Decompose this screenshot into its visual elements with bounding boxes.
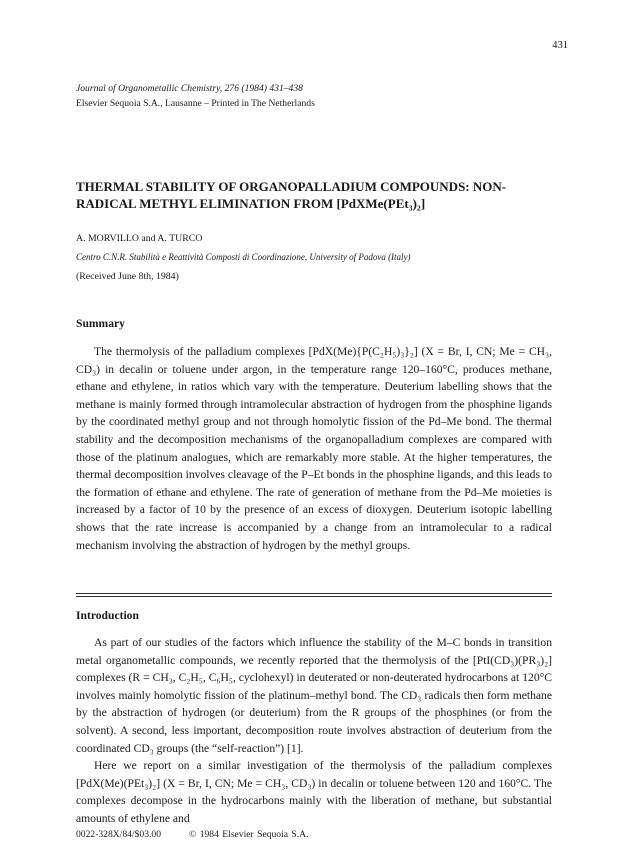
summary-paragraph: The thermolysis of the palladium complexes [PdX(Me){P(C₂H₅)₃}₂] (X = Br, I, CN; Me = CH₃, CD₃) in decalin or toluene under argon, in the temperature range 120–160°C, produces methane, ethane and ethylene, in ratios which vary with the temperature. Deuterium labelling shows that the methane is mainly formed through intramolecular abstraction of hydrogen from the phosphine ligands by the coordinated methyl group and not through homolytic fission of the Pd–Me bond. The thermal stability and the decomposition mechanisms of the organopalladium complexes are compared with those of the platinum analogues, which are remarkably more stable. At the higher temperatures, the thermal decomposition involves cleavage of the P–Et bonds in the phosphine ligands, and this leads to the formation of ethane and ethylene. The rate of generation of methane from the Pd–Me moieties is increased by a factor of 10 by the presence of an excess of dioxygen. Deuterium isotopic labelling shows that the rate increase is accompanied by a change from an intramolecular to a radical mechanism involving the abstraction of hydrogen by the methyl groups. — [76, 345, 552, 552]
received-date: (Received June 8th, 1984) — [76, 271, 179, 282]
introduction-paragraph-2: Here we report on a similar investigation of the thermolysis of the palladium complexes [PdX(Me)(PEt₃)₂] (X = Br, I, CN; Me = CH₃, CD₃) in decalin or toluene between 120 and 160°C. The complexes decompose in the hydrocarbons mainly with the liberation of methane, but substantial amounts of ethylene and — [76, 759, 552, 825]
authors: A. MORVILLO and A. TURCO — [76, 233, 203, 244]
journal-citation: Journal of Organometallic Chemistry, 276 (1984) 431–438 — [76, 83, 303, 94]
page-number: 431 — [552, 40, 568, 51]
introduction-paragraph-1: As part of our studies of the factors which influence the stability of the M–C bonds in transition metal organometallic compounds, we recently reported that the thermolysis of the [PtI(CD₃)(PR₃)₂] complexes (R = CH₃, C₂H₅, C₆H₅, cyclohexyl) in deuterated or non-deuterated hydrocarbons at 120°C involves mainly homolytic fission of the platinum–methyl bond. The CD₃ radicals then form methane by the abstraction of hydrogen (or deuterium) from the R groups of the phosphines (or from the solvent). A second, less important, decomposition route involves abstraction of deuterium from the coordinated CD₃ groups (the “self-reaction”) [1]. — [76, 636, 552, 755]
copyright-notice: © 1984 Elsevier Sequoia S.A. — [189, 829, 309, 840]
journal-header — [76, 81, 556, 111]
affiliation: Centro C.N.R. Stabilità e Reattività Composti di Coordinazione, University of Padova (Italy) — [76, 252, 411, 262]
journal-publisher: Elsevier Sequoia S.A., Lausanne – Printed in The Netherlands — [76, 98, 315, 109]
introduction-text — [76, 634, 552, 828]
summary-text — [76, 343, 552, 554]
page-footer — [76, 829, 309, 840]
paper-title: THERMAL STABILITY OF ORGANOPALLADIUM COMPOUNDS: NON-RADICAL METHYL ELIMINATION FROM [PdXMe(PEt₃)₂] — [76, 179, 507, 211]
section-divider-bottom — [76, 596, 552, 597]
section-divider-top — [76, 593, 552, 594]
summary-heading: Summary — [76, 317, 125, 330]
introduction-heading: Introduction — [76, 609, 139, 622]
issn-price-code: 0022-328X/84/$03.00 — [76, 829, 162, 840]
